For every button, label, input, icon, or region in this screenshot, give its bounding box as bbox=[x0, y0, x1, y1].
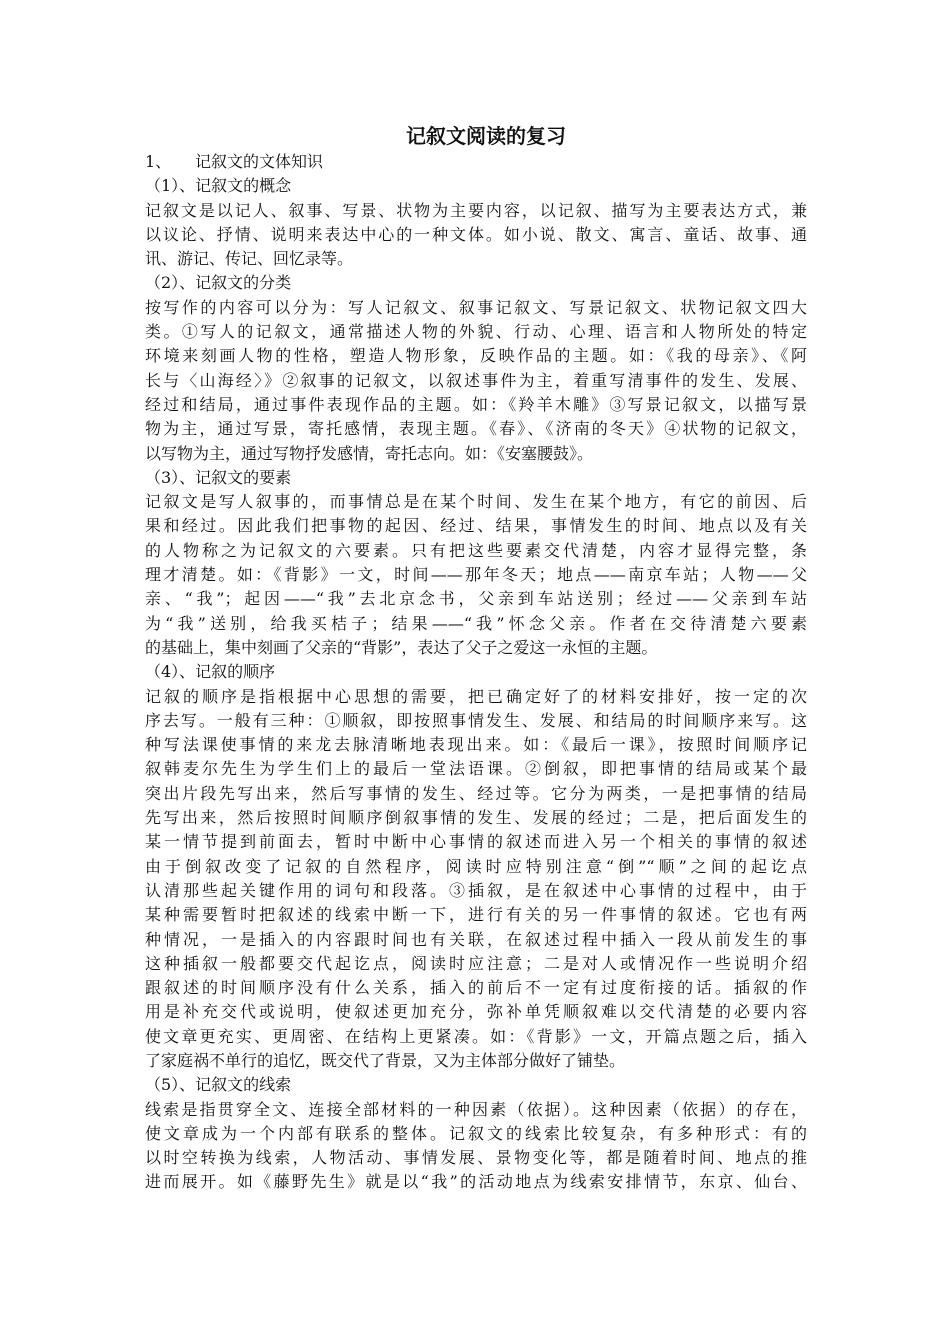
paragraph-line: 序去写。一般有三种：①顺叙，即按照事情发生、发展、和结局的时间顺序来写。这 bbox=[145, 710, 807, 730]
subsection-5-body bbox=[145, 1098, 807, 1195]
paragraph-line: 按写作的内容可以分为：写人记叙文、叙事记叙文、写景记叙文、状物记叙文四大 bbox=[145, 297, 807, 317]
paragraph-line: 进而展开。如《藤野先生》就是以“我”的活动地点为线索安排情节，东京、仙台、 bbox=[145, 1172, 807, 1192]
paragraph-line: 类。①写人的记叙文，通常描述人物的外貌、行动、心理、语言和人物所处的特定 bbox=[145, 322, 807, 342]
paragraph-line: 环境来刻画人物的性格，塑造人物形象，反映作品的主题。如：《我的母亲》、《阿 bbox=[145, 346, 807, 366]
subsection-4-body bbox=[145, 685, 807, 1074]
paragraph-line: 线索是指贯穿全文、连接全部材料的一种因素（依据）。这种因素（依据）的存在， bbox=[145, 1099, 807, 1119]
paragraph-line: 亲、“我”；起因——“我”去北京念书，父亲到车站送别；经过——父亲到车站 bbox=[145, 589, 807, 609]
paragraph-line: 使文章成为一个内部有联系的整体。记叙文的线索比较复杂，有多种形式：有的 bbox=[145, 1123, 807, 1143]
paragraph-line: 跟叙述的时间顺序没有什么关系，插入的前后不一定有过度衔接的话。插叙的作 bbox=[145, 978, 807, 998]
section-1-heading bbox=[145, 150, 807, 174]
paragraph-line: 讯、游记、传记、回忆录等。 bbox=[145, 249, 354, 269]
subsection-3-heading: （3）、记叙文的要素 bbox=[145, 467, 292, 487]
paragraph-line: 以时空转换为线索，人物活动、事情发展、景物变化等，都是随着时间、地点的推 bbox=[145, 1148, 807, 1168]
paragraph-line: 长与〈山海经〉》②叙事的记叙文，以叙述事件为主，着重写清事件的发生、发展、 bbox=[145, 370, 807, 390]
subsection-3-body bbox=[145, 490, 807, 660]
subsection-5-heading: （5）、记叙文的线索 bbox=[145, 1075, 292, 1095]
document-title: 记叙文阅读的复习 bbox=[406, 124, 566, 148]
paragraph-line: 叙韩麦尔先生为学生们上的最后一堂法语课。②倒叙，即把事情的结局或某个最 bbox=[145, 759, 807, 779]
subsection-2-body bbox=[145, 296, 807, 466]
paragraph-line: 经过和结局，通过事件表现作品的主题。如：《羚羊木雕》③写景记叙文，以描写景 bbox=[145, 394, 807, 414]
paragraph-line: 以写物为主，通过写物抒发感情，寄托志向。如：《安塞腰鼓》。 bbox=[145, 443, 594, 463]
paragraph-line: 由于倒叙改变了记叙的自然程序，阅读时应特别注意“倒”“顺”之间的起讫点 bbox=[145, 856, 807, 876]
subsection-2-heading: （2）、记叙文的分类 bbox=[145, 273, 292, 293]
paragraph-line: 的人物称之为记叙文的六要素。只有把这些要素交代清楚，内容才显得完整，条 bbox=[145, 540, 807, 560]
paragraph-line: 果和经过。因此我们把事物的起因、经过、结果，事情发生的时间、地点以及有关 bbox=[145, 516, 807, 536]
paragraph-line: 的基础上，集中刻画了父亲的“背影”，表达了父子之爱这一永恒的主题。 bbox=[145, 637, 658, 657]
paragraph-line: 种情况，一是插入的内容跟时间也有关联，在叙述过程中插入一段从前发生的事 bbox=[145, 929, 807, 949]
paragraph-line: 理才清楚。如：《背影》一文，时间——那年冬天；地点——南京车站；人物——父 bbox=[145, 565, 807, 585]
paragraph-line: 突出片段先写出来，然后写事情的发生、经过等。它分为两类，一是把事情的结局 bbox=[145, 783, 807, 803]
section-1-label: 记叙文的文体知识 bbox=[195, 152, 324, 171]
paragraph-line: 了家庭祸不单行的追忆，既交代了背景，又为主体部分做好了铺垫。 bbox=[145, 1050, 626, 1070]
paragraph-line: 记叙文是写人叙事的，而事情总是在某个时间、发生在某个地方，有它的前因、后 bbox=[145, 492, 807, 512]
paragraph-line: 记叙的顺序是指根据中心思想的需要，把已确定好了的材料安排好，按一定的次 bbox=[145, 686, 807, 706]
section-1-number: 1、 bbox=[145, 152, 172, 171]
subsection-1-heading: （1）、记叙文的概念 bbox=[145, 176, 292, 196]
paragraph-line: 使文章更充实、更周密、在结构上更紧凑。如：《背影》一文，开篇点题之后，插入 bbox=[145, 1026, 807, 1046]
document-page bbox=[145, 122, 807, 1195]
paragraph-line: 这种插叙一般都要交代起讫点，阅读时应注意；二是对人或情况作一些说明介绍 bbox=[145, 953, 807, 973]
paragraph-line: 种写法课使事情的来龙去脉清晰地表现出来。如：《最后一课》，按照时间顺序记 bbox=[145, 735, 807, 755]
paragraph-line: 物为主，通过写景，寄托感情，表现主题。《春》、《济南的冬天》④状物的记叙文， bbox=[145, 419, 807, 439]
paragraph-line: 记叙文是以记人、叙事、写景、状物为主要内容，以记叙、描写为主要表达方式，兼 bbox=[145, 200, 807, 220]
paragraph-line: 某一情节提到前面去，暂时中断中心事情的叙述而进入另一个相关的事情的叙述 bbox=[145, 832, 807, 852]
paragraph-line: 某种需要暂时把叙述的线索中断一下，进行有关的另一件事情的叙述。它也有两 bbox=[145, 905, 807, 925]
paragraph-line: 认清那些起关键作用的词句和段落。③插叙，是在叙述中心事情的过程中，由于 bbox=[145, 880, 807, 900]
paragraph-line: 以议论、抒情、说明来表达中心的一种文体。如小说、散文、寓言、童话、故事、通 bbox=[145, 224, 807, 244]
subsection-4-heading: （4）、记叙的顺序 bbox=[145, 662, 276, 682]
paragraph-line: 先写出来，然后按照时间顺序倒叙事情的发生、发展的经过；二是，把后面发生的 bbox=[145, 808, 807, 828]
subsection-1-body bbox=[145, 199, 807, 272]
paragraph-line: 用是补充交代或说明，使叙述更加充分，弥补单凭顺叙难以交代清楚的必要内容 bbox=[145, 1002, 807, 1022]
paragraph-line: 为“我”送别，给我买桔子；结果——“我”怀念父亲。作者在交待清楚六要素 bbox=[145, 613, 807, 633]
